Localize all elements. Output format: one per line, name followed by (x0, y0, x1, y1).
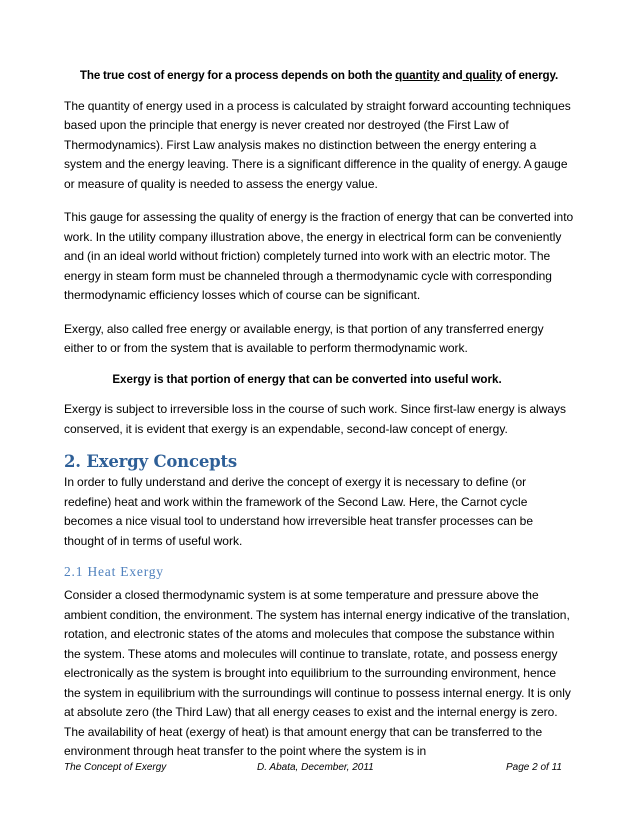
intro-quality: quality (462, 69, 503, 82)
intro-lead: The true cost of energy for a process depends on both the (79, 69, 396, 82)
intro-and: and (439, 69, 463, 82)
intro-quantity: quantity (395, 69, 440, 82)
footer-page-number: Page 2 of 11 (506, 762, 562, 773)
paragraph-first-law: The quantity of energy used in a process is calculated by straight forward accounting techniques based upon the principle that energy is never created nor destroyed (the First Law of Thermodynamics). First Law analysis makes no distinction between the energy entering a system and the energy leaving. There is a significant difference in the quality of energy. A gauge or measure of quality is needed to assess the energy value. (64, 98, 571, 191)
paragraph-irreversible-loss: Exergy is subject to irreversible loss in the course of such work. Since first-law energy is always conserved, it is evident that exergy is an expendable, second-law concept of energy. (64, 402, 567, 436)
section-2-body: In order to fully understand and derive the concept of exergy it is necessary to define (or redefine) heat and work within the framework of the Second Law. Here, the Carnot cycle becomes a nice visual tool to understand how irreversible heat transfer processes can be thought of in terms of useful work. (64, 475, 534, 548)
intro-tail: of energy. (502, 69, 559, 82)
intro-statement (64, 66, 574, 86)
section-2-1-body: Consider a closed thermodynamic system is at some temperature and pressure above the ambient condition, the environment. The system has internal energy indicative of the translation, rotation, and electronic states of the atoms and molecules that compose the substance within the system. These atoms and molecules will continue to translate, rotate, and possess energy electronically as the system is brought into equilibrium to the surrounding environment, hence the system in equilibrium with the surroundings will continue to possess internal energy. It is only at absolute zero (the Third Law) that all energy ceases to exist and the internal energy is zero. The availability of heat (exergy of heat) is that amount energy that can be transferred to the environment through heat transfer to the point where the system is in (64, 588, 571, 758)
footer-title: The Concept of Exergy (64, 762, 167, 773)
document-page (64, 66, 574, 762)
exergy-key-statement: Exergy is that portion of energy that can be converted into useful work. (112, 372, 502, 386)
section-2-1-heading: 2.1 Heat Exergy (64, 564, 164, 579)
footer-author-date: D. Abata, December, 2011 (257, 762, 374, 773)
section-2-heading: 2. Exergy Concepts (64, 452, 237, 471)
page-footer (64, 762, 562, 778)
paragraph-quality-gauge: This gauge for assessing the quality of energy is the fraction of energy that can be converted into work. In the utility company illustration above, the energy in electrical form can be conveniently and (in an ideal world without friction) completely turned into work with an electric motor. The energy in steam form must be channeled through a thermodynamic cycle with corresponding thermodynamic efficiency losses which of course can be significant. (64, 210, 574, 302)
paragraph-exergy-definition: Exergy, also called free energy or available energy, is that portion of any transferred energy either to or from the system that is available to perform thermodynamic work. (64, 321, 544, 355)
